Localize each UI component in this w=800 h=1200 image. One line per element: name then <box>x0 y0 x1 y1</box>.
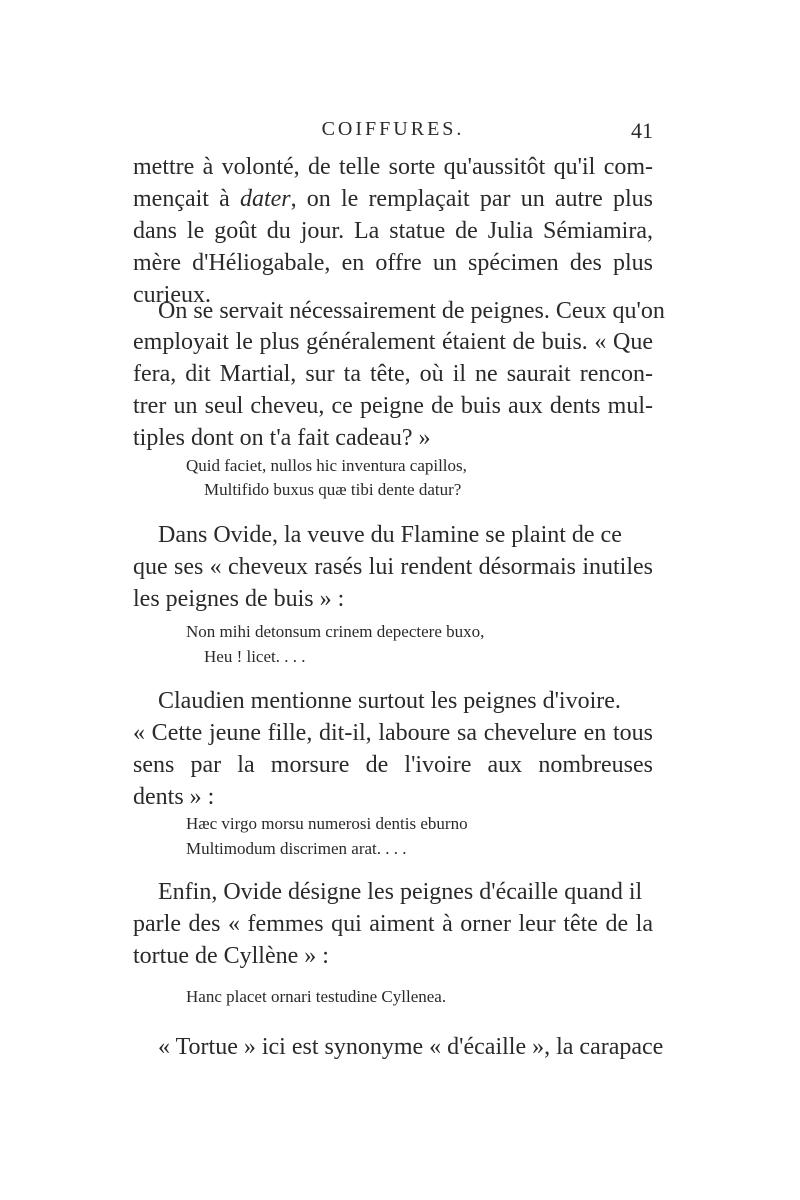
quote-4-line-1: Hanc placet ornari testudine Cyllenea. <box>186 987 447 1006</box>
paragraph-2-line-3: fera, dit Martial, sur ta tête, où il ne saurait rencon- <box>133 361 653 387</box>
paragraph-1-line-2-text: mençait à dater, on le remplaçait par un autre plus <box>133 186 653 212</box>
emphasized-word: dater <box>239 186 291 212</box>
paragraph-4-line-3: sens par la morsure de l'ivoire aux nombreuses <box>133 752 653 778</box>
paragraph-3-line-1: Dans Ovide, la veuve du Flamine se plaint de ce <box>158 522 622 548</box>
paragraph-2-line-2: employait le plus généralement étaient de buis. « Que <box>133 329 653 355</box>
quote-1-line-2: Multifido buxus quæ tibi dente datur? <box>204 480 462 499</box>
quote-1-line-1: Quid faciet, nullos hic inventura capillos, <box>186 456 467 475</box>
paragraph-5-line-2: parle des « femmes qui aiment à orner leur tête de la <box>133 911 653 937</box>
page-number: 41 <box>631 118 653 143</box>
paragraph-3-line-2: que ses « cheveux rasés lui rendent désormais inutiles <box>133 554 653 580</box>
quote-3-line-1: Hæc virgo morsu numerosi dentis eburno <box>186 814 468 833</box>
paragraph-1-line-4: mère d'Héliogabale, en offre un spécimen des plus <box>133 250 653 276</box>
paragraph-2-line-4: trer un seul cheveu, ce peigne de buis aux dents mul- <box>133 393 653 419</box>
paragraph-4-line-2: « Cette jeune fille, dit-il, laboure sa chevelure en tous <box>133 720 653 746</box>
paragraph-2-line-1: On se servait nécessairement de peignes. Ceux qu'on <box>158 298 665 324</box>
paragraph-5-line-3: tortue de Cyllène » : <box>133 943 329 969</box>
paragraph-4-line-1: Claudien mentionne surtout les peignes d'ivoire. <box>158 688 621 714</box>
paragraph-3-line-3: les peignes de buis » : <box>133 586 345 612</box>
paragraph-6-line-1: « Tortue » ici est synonyme « d'écaille », la carapace <box>158 1034 664 1060</box>
paragraph-1-line-5: curieux. <box>133 282 211 308</box>
paragraph-4-line-4: dents » : <box>133 784 215 810</box>
running-header <box>133 118 653 150</box>
paragraph-1-line-2 <box>133 184 653 214</box>
quote-2-line-1: Non mihi detonsum crinem depectere buxo, <box>186 622 485 641</box>
quote-2-line-2: Heu ! licet. . . . <box>204 647 306 666</box>
paragraph-5-line-1: Enfin, Ovide désigne les peignes d'écaille quand il <box>158 879 643 905</box>
paragraph-2-line-5: tiples dont on t'a fait cadeau? » <box>133 425 431 451</box>
paragraph-1-line-1: mettre à volonté, de telle sorte qu'aussitôt qu'il com- <box>133 154 653 180</box>
running-title: COIFFURES. <box>321 118 465 140</box>
paragraph-1-line-3: dans le goût du jour. La statue de Julia Sémiamira, <box>133 218 653 244</box>
quote-3-line-2: Multimodum discrimen arat. . . . <box>186 839 407 858</box>
